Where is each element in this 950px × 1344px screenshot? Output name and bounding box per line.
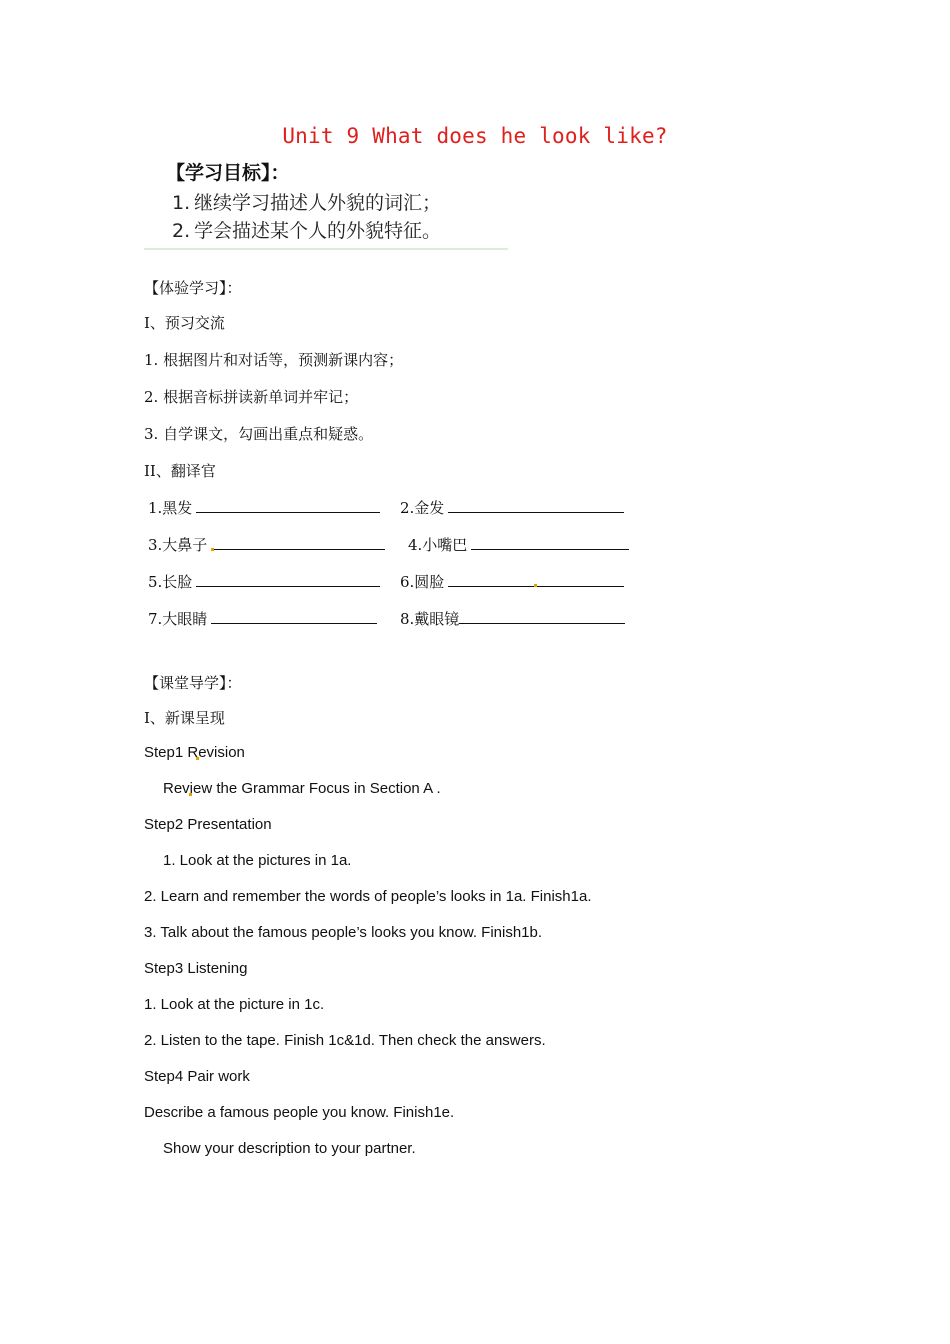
step-title: Step1 Revision: [144, 744, 245, 761]
translation-label: 1.黑发: [148, 499, 193, 517]
new-lesson-section-title: I、新课呈现: [144, 709, 225, 727]
orange-mark: [534, 584, 537, 587]
answer-blank[interactable]: [448, 498, 624, 513]
translation-item: [148, 571, 380, 592]
objectives-box: [144, 152, 508, 250]
objectives-heading: 【学习目标】：: [166, 162, 290, 184]
experience-heading: 【体验学习】：: [144, 279, 242, 297]
step-detail: Show your description to your partner.: [163, 1140, 416, 1157]
translation-label: 4.小嘴巴: [408, 536, 468, 554]
preview-item: 2. 根据音标拼读新单词并牢记；: [144, 388, 359, 406]
answer-blank[interactable]: [211, 609, 377, 624]
page-title: Unit 9 What does he look like?: [282, 124, 668, 148]
answer-blank[interactable]: [471, 535, 629, 550]
preview-item: 3. 自学课文，勾画出重点和疑惑。: [144, 425, 374, 443]
translation-label: 2.金发: [400, 499, 445, 517]
objectives-divider: [144, 248, 508, 250]
step-detail: Review the Grammar Focus in Section A .: [163, 780, 441, 797]
objective-text: 学会描述某个人的外貌特征。: [194, 220, 442, 242]
step-detail: 1. Look at the pictures in 1a.: [163, 852, 352, 869]
step-detail: 2. Listen to the tape. Finish 1c&1d. Then check the answers.: [144, 1032, 546, 1049]
classroom-heading: 【课堂导学】：: [144, 674, 242, 692]
translation-item: [148, 608, 377, 629]
step-title: Step3 Listening: [144, 960, 248, 977]
translation-label: 6.圆脸: [400, 573, 445, 591]
translation-item: [148, 497, 380, 518]
step-title: Step4 Pair work: [144, 1068, 250, 1085]
step-detail: 3. Talk about the famous people’s looks you know. Finish1b.: [144, 924, 543, 941]
translation-item: [408, 534, 629, 555]
step-title: Step2 Presentation: [144, 816, 272, 833]
answer-blank[interactable]: [196, 498, 380, 513]
objective-number: 1.: [172, 192, 191, 214]
translation-item: [148, 534, 385, 555]
preview-item: 1. 根据图片和对话等，预测新课内容；: [144, 351, 404, 369]
step-detail: 1. Look at the picture in 1c.: [144, 996, 325, 1013]
orange-mark: [211, 548, 214, 551]
objective-item: [172, 216, 441, 243]
translation-label: 8.戴眼镜: [400, 610, 460, 628]
step-detail: Describe a famous people you know. Finish1e.: [144, 1104, 455, 1121]
objective-item: [172, 188, 441, 215]
objective-number: 2.: [172, 220, 191, 242]
step-detail: 2. Learn and remember the words of people’s looks in 1a. Finish1a.: [144, 888, 592, 905]
translation-section-title: II、翻译官: [144, 462, 216, 480]
answer-blank[interactable]: [211, 535, 385, 550]
translation-label: 7.大眼睛: [148, 610, 208, 628]
answer-blank[interactable]: [196, 572, 380, 587]
translation-label: 3.大鼻子: [148, 536, 208, 554]
objective-text: 继续学习描述人外貌的词汇；: [194, 192, 442, 214]
translation-item: [400, 608, 625, 629]
translation-item: [400, 571, 624, 592]
answer-blank[interactable]: [459, 609, 625, 624]
translation-label: 5.长脸: [148, 573, 193, 591]
preview-section-title: I、预习交流: [144, 314, 225, 332]
translation-item: [400, 497, 624, 518]
